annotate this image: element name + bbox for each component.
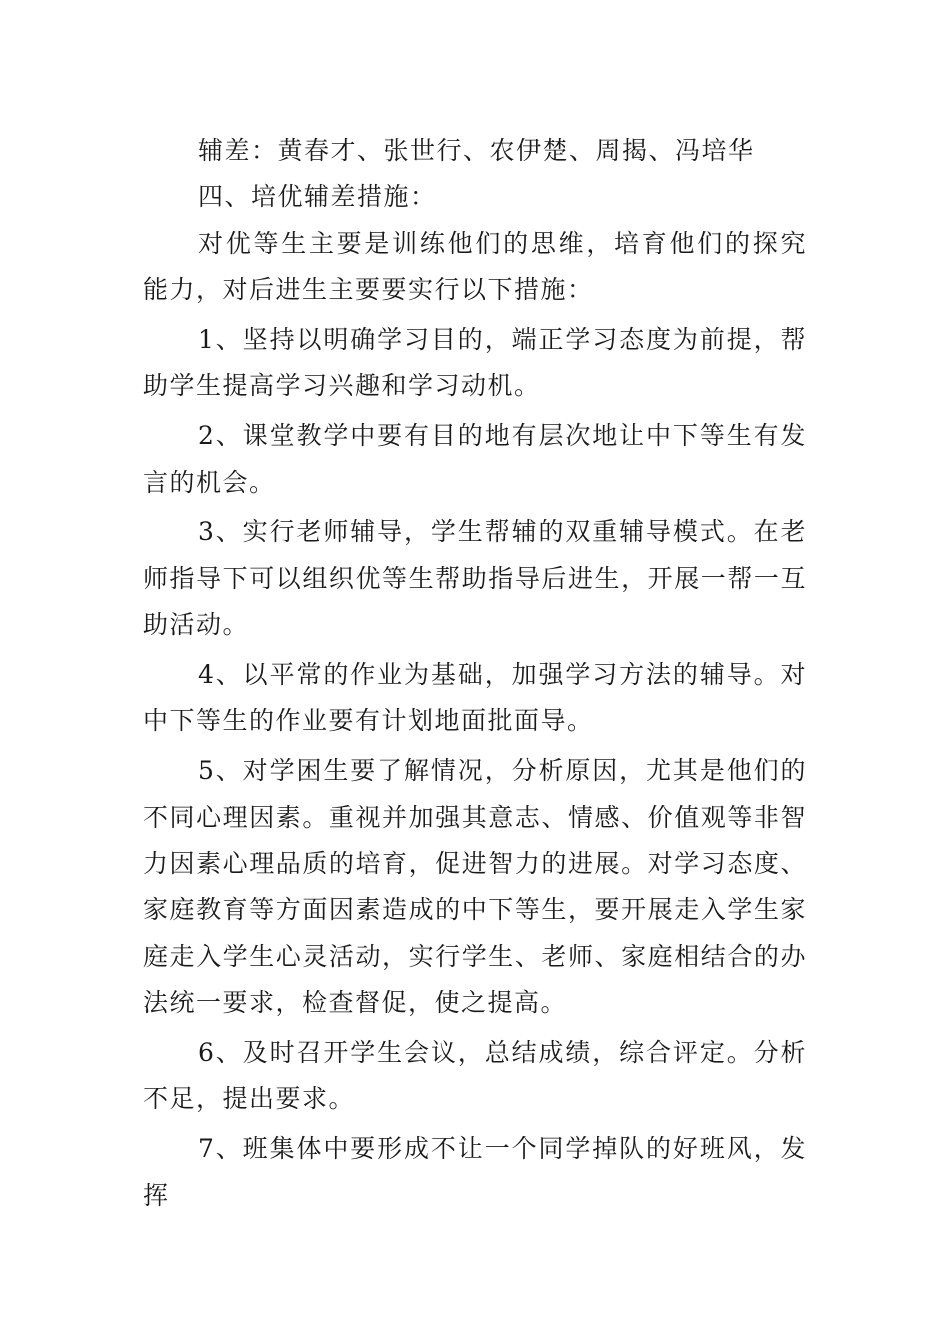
paragraph-measure-3: 3、实行老师辅导，学生帮辅的双重辅导模式。在老师指导下可以组织优等生帮助指导后进生，开展一帮一互助活动。 <box>143 517 807 640</box>
paragraph-measure-1: 1、坚持以明确学习目的，端正学习态度为前提，帮助学生提高学习兴趣和学习动机。 <box>143 325 807 401</box>
paragraph-section-heading: 四、培优辅差措施： <box>198 182 437 212</box>
paragraph-measure-6: 6、及时召开学生会议，总结成绩，综合评定。分析不足，提出要求。 <box>143 1038 807 1114</box>
paragraph-measure-5: 5、对学困生要了解情况，分析原因，尤其是他们的不同心理因素。重视并加强其意志、情感、价值观等非智力因素心理品质的培育，促进智力的进展。对学习态度、家庭教育等方面因素造成的中下等生，要开展走入学生家庭走入学生心灵活动，实行学生、老师、家庭相结合的办法统一要求，检查督促，使之提高。 <box>143 756 807 1018</box>
paragraph-measure-7: 7、班集体中要形成不让一个同学掉队的好班风，发挥 <box>143 1134 807 1210</box>
paragraph-remedial-students: 辅差：黄春才、张世行、农伊楚、周揭、冯培华 <box>198 136 755 165</box>
paragraph-intro: 对优等生主要是训练他们的思维，培育他们的探究能力，对后进生主要要实行以下措施： <box>143 228 807 305</box>
document-body <box>143 128 807 1219</box>
paragraph-measure-4: 4、以平常的作业为基础，加强学习方法的辅导。对中下等生的作业要有计划地面批面导。 <box>143 660 807 736</box>
paragraph-measure-2: 2、课堂教学中要有目的地有层次地让中下等生有发言的机会。 <box>143 421 807 497</box>
